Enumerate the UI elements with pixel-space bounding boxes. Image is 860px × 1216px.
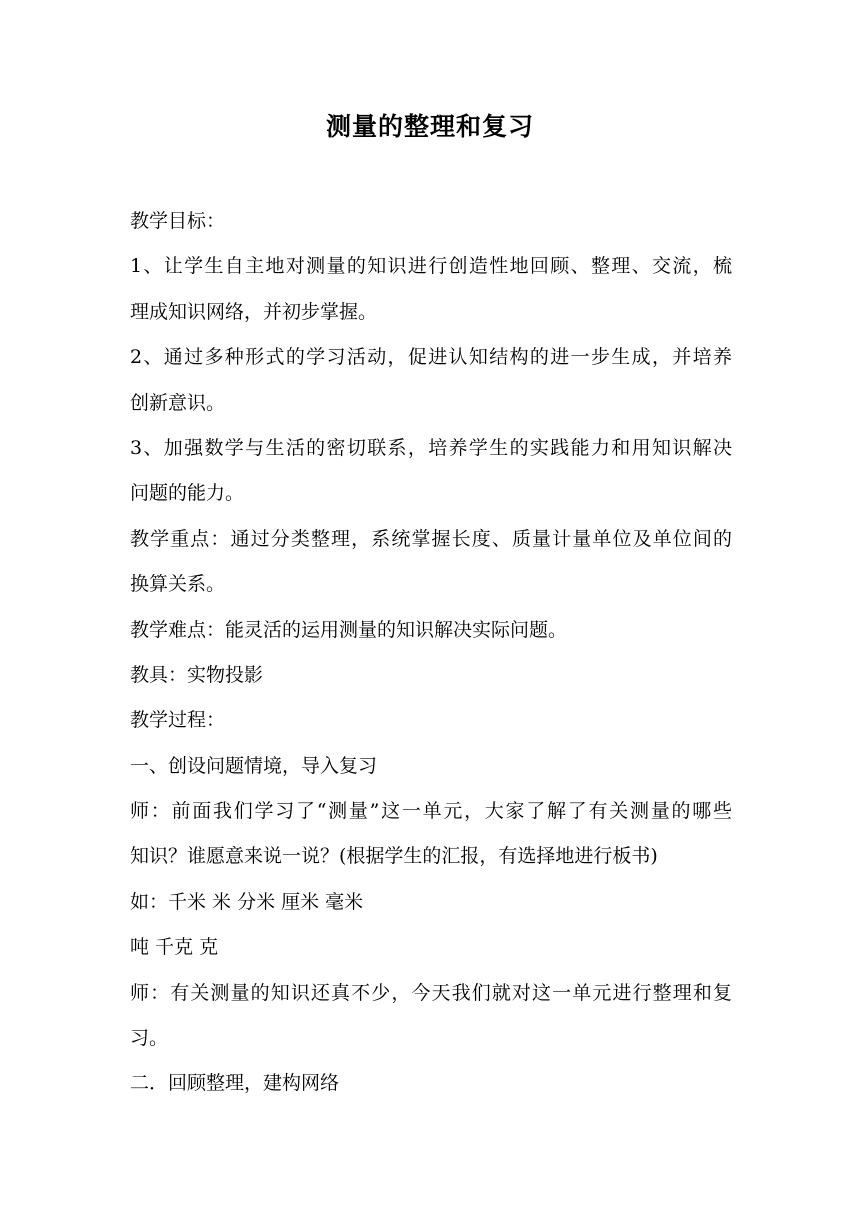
text-line: 教学难点：能灵活的运用测量的知识解决实际问题。	[130, 618, 568, 641]
text-line: 如：千米 米 分米 厘米 毫米	[130, 890, 364, 913]
text-line: 2、通过多种形式的学习活动，促进认知结构的进一步生成，并培养	[130, 346, 732, 369]
text-line: 习。	[130, 1027, 169, 1050]
text-line: 二．回顾整理，建构网络	[130, 1072, 340, 1095]
text-line: 教学目标：	[130, 210, 226, 232]
text-line: 问题的能力。	[130, 482, 245, 505]
document-body	[130, 199, 732, 1107]
text-line: 吨 千克 克	[130, 936, 219, 959]
text-line: 教学重点：通过分类整理，系统掌握长度、质量计量单位及单位间的	[130, 527, 732, 550]
text-line: 知识？谁愿意来说一说？(根据学生的汇报，有选择地进行板书)	[130, 845, 658, 868]
text-line: 理成知识网络，并初步掌握。	[130, 300, 378, 323]
text-line: 1、让学生自主地对测量的知识进行创造性地回顾、整理、交流，梳	[130, 255, 732, 278]
document-title: 测量的整理和复习	[325, 112, 534, 141]
text-line: 教具：实物投影	[130, 663, 264, 686]
text-line: 教学过程：	[130, 709, 226, 732]
text-line: 3、加强数学与生活的密切联系，培养学生的实践能力和用知识解决	[130, 436, 732, 459]
text-line: 创新意识。	[130, 391, 226, 414]
text-line: 一、创设问题情境，导入复习	[130, 754, 378, 777]
text-line: 换算关系。	[130, 573, 226, 596]
text-line: 师：前面我们学习了“测量”这一单元，大家了解了有关测量的哪些	[130, 800, 732, 823]
text-line: 师：有关测量的知识还真不少，今天我们就对这一单元进行整理和复	[130, 981, 732, 1004]
